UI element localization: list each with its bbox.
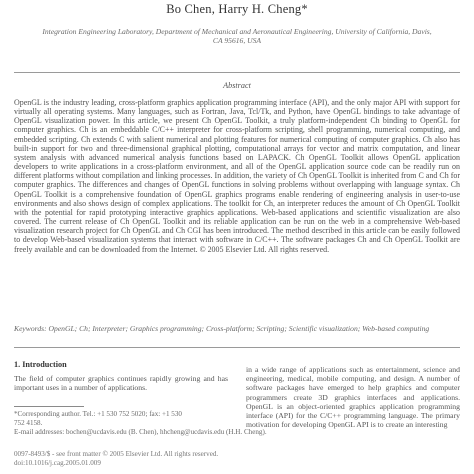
footnotes xyxy=(14,410,267,437)
paper-authors: Bo Chen, Harry H. Cheng* xyxy=(166,2,308,16)
introduction-text: The field of computer graphics continues rapidly growing and has important uses in a number of applications. xyxy=(14,374,228,393)
keywords-label: Keywords: xyxy=(14,324,47,333)
footnote-email: E-mail addresses: bochen@ucdavis.edu (B. Chen), hhcheng@ucdavis.edu (H.H. Cheng). xyxy=(14,428,267,437)
publication-info xyxy=(14,450,460,467)
footnote-divider xyxy=(14,406,84,407)
right-column xyxy=(246,360,460,429)
abstract-divider xyxy=(14,347,460,348)
keywords xyxy=(14,324,460,333)
issn-line: 0097-8493/$ - see front matter © 2005 Elsevier Ltd. All rights reserved. xyxy=(14,450,219,458)
footnote-line: 752 4158. xyxy=(14,419,43,428)
doi-line: doi:10.1016/j.cag.2005.01.009 xyxy=(14,458,101,467)
abstract-body: OpenGL is the industry leading, cross-platform graphics application programming interface (API), and the only major API with support for virtually all operating systems. Many languages, such as Fortran, Java, Tcl/Tk, and Python, have OpenGL bindings to take advantage of OpenGL visualization power. In this article, we present Ch OpenGL Toolkit, a truly platform-independent Ch binding to OpenGL for computer graphics. Ch is an embeddable C/C++ interpreter for cross-platform scripting, shell programming, numerical computing, and embedded scripting. Ch extends C with salient numerical and plotting features for numerical computing of computer graphics. Ch also has built-in support for two and three-dimensional graphical plotting, computational arrays for vector and matrix computation, and linear system analysis with advanced numerical analysis functions based on LAPACK. Ch OpenGL Toolkit allows OpenGL application developers to write applications in a cross-platform environment, and all of the OpenGL application source code can be readily run on different platforms without compilation and linking processes. In addition, the variety of Ch OpenGL Toolkit is inherited from C and Ch for computer graphics. The differences and changes of OpenGL functions in solving problems without overlapping with language syntax. Ch OpenGL Toolkit is a comprehensive foundation of OpenGL graphics programs enable rendering of engineering analysis in user-to-use environments and also shows design of complex applications. The toolkit for Ch, an interpreter reduces the amount of Ch OpenGL Toolkit with the potential for rapid prototyping interactive graphics applications. Web-based applications and scientific visualization are also covered. The current release of Ch OpenGL Toolkit and its reliable application can be run on the web in a comprehensive Web-based visualization research project for Ch OpenGL and Ch CGI has been introduced. The method described in this article can be easily followed to develop Web-based visualization systems that interact with software in C/C++. The software packages Ch and Ch OpenGL Toolkit are freely available and can be downloaded from the Internet. xyxy=(14,98,460,254)
left-column xyxy=(14,360,228,392)
author-affiliation: Integration Engineering Laboratory, Department of Mechanical and Aeronautical Engineering, University of California, Davis, CA 95616, USA xyxy=(42,27,432,46)
copyright-line: © 2005 Elsevier Ltd. All rights reserved. xyxy=(199,244,330,254)
abstract-text xyxy=(14,98,460,254)
footnote-line: *Corresponding author. Tel.: +1 530 752 5020; fax: +1 530 xyxy=(14,410,182,418)
abstract-heading: Abstract xyxy=(223,81,251,90)
keywords-list: OpenGL; Ch; Interpreter; Graphics programming; Cross-platform; Scripting; Scientific visualization; Web-based computing xyxy=(48,324,430,333)
right-column-text: in a wide range of applications such as entertainment, science and engineering, medical, mobile computing, and design. A number of software packages have emerged to help graphics and computer programmers create 3D graphics interfaces and applications. OpenGL is an object-oriented graphics application programming interface (API) for the C/C++ programming language. The primary motivation for developing OpenGL API is to create an interesting xyxy=(246,365,460,430)
header-divider xyxy=(14,72,460,73)
introduction-heading: 1. Introduction xyxy=(14,360,67,369)
